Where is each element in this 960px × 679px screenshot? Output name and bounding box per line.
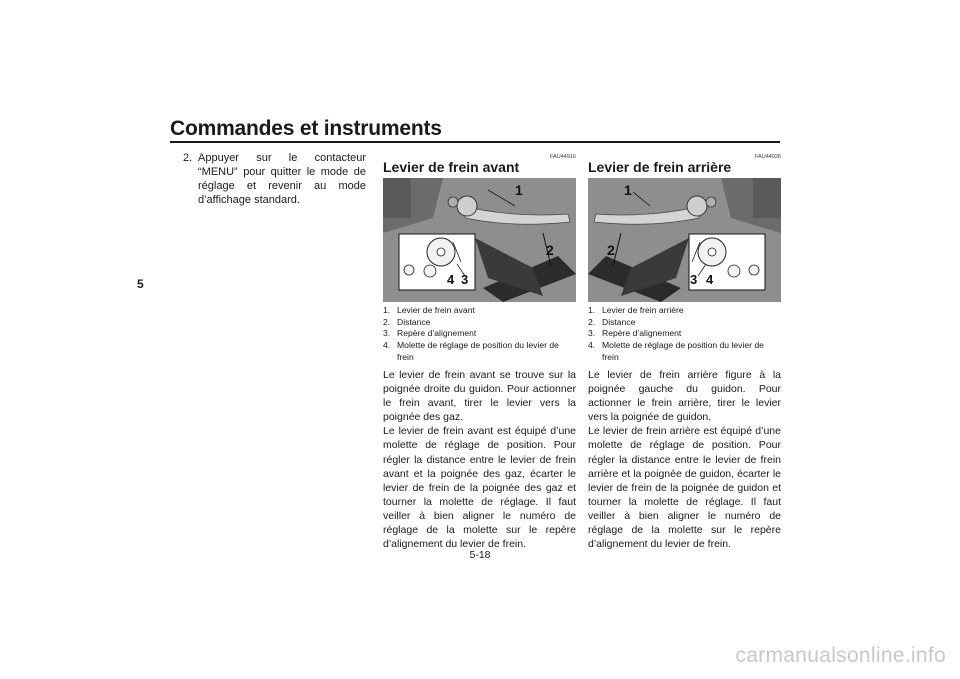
rear-figure-label-3: 3 [690, 272, 698, 287]
front-caption-1: 1. Levier de frein avant [383, 305, 475, 315]
page-number: 5-18 [469, 549, 491, 561]
front-brake-lever-figure [383, 178, 576, 302]
rear-figure-label-2: 2 [607, 242, 615, 258]
rear-body-text [588, 368, 781, 551]
page-header-title: Commandes et instruments [170, 117, 442, 140]
step-text: Appuyer sur le contacteur “MENU” pour quitter le mode de réglage et revenir au mode d’affichage standard. [198, 152, 366, 206]
rear-caption-1: 1. Levier de frein arrière [588, 305, 684, 315]
watermark: carmanualsonline.info [735, 644, 946, 667]
header-rule [170, 141, 780, 143]
rear-paragraph-2: Le levier de frein arrière est équipé d’une molette de réglage de position. Pour régler la distance entre le levier de frein arrière et la poignée de guidon, écarter le levier de frein de la poignée de guidon et tourner la molette de réglage. Il faut veiller à bien aligner le numéro de réglage de la molette sur le repère d’alignement du levier de frein. [588, 425, 781, 551]
rear-caption-3: 3. Repère d’alignement [588, 328, 682, 339]
rear-figure-captions [588, 305, 781, 364]
rear-section-code: FAU44926 [755, 154, 781, 160]
rear-brake-illustration [588, 178, 781, 302]
rear-caption-2: 2. Distance [588, 316, 636, 327]
rear-section-title: Levier de frein arrière [588, 159, 732, 175]
step-number: 2. [183, 152, 193, 164]
chapter-tab: 5 [137, 277, 144, 291]
rear-brake-lever-figure [588, 178, 781, 302]
rear-figure-label-4: 4 [706, 272, 714, 287]
rear-figure-label-1: 1 [624, 182, 632, 198]
front-caption-3: 3. Repère d’alignement [383, 328, 477, 339]
front-paragraph-1: Le levier de frein avant se trouve sur la poignée droite du guidon. Pour actionner le frein avant, tirer le levier vers la poignée des gaz. [383, 369, 576, 424]
front-figure-captions [383, 305, 576, 364]
front-section-code: FAU44916 [550, 154, 576, 160]
front-paragraph-2: Le levier de frein avant est équipé d’une molette de réglage de position. Pour régler la distance entre le levier de frein avant et la poignée des gaz, écarter le levier de frein de la poignée des gaz et tourner la molette de réglage. Il faut veiller à bien aligner le numéro de réglage de la molette sur le repère d’alignement du levier de frein. [383, 425, 576, 551]
rear-caption-4: 4. Molette de réglage de position du levier de frein [588, 340, 764, 362]
front-caption-4: 4. Molette de réglage de position du levier de frein [383, 340, 559, 362]
front-section-title: Levier de frein avant [383, 159, 520, 175]
step-2 [183, 151, 366, 207]
front-caption-2: 2. Distance [383, 316, 431, 327]
front-figure-label-1: 1 [515, 182, 523, 198]
front-brake-illustration [383, 178, 576, 302]
front-figure-label-3: 3 [461, 272, 469, 287]
front-figure-label-4: 4 [447, 272, 455, 287]
front-body-text [383, 368, 576, 551]
rear-paragraph-1: Le levier de frein arrière figure à la poignée gauche du guidon. Pour actionner le frein arrière, tirer le levier vers la poignée de guidon. [588, 369, 781, 424]
front-figure-label-2: 2 [546, 242, 554, 258]
